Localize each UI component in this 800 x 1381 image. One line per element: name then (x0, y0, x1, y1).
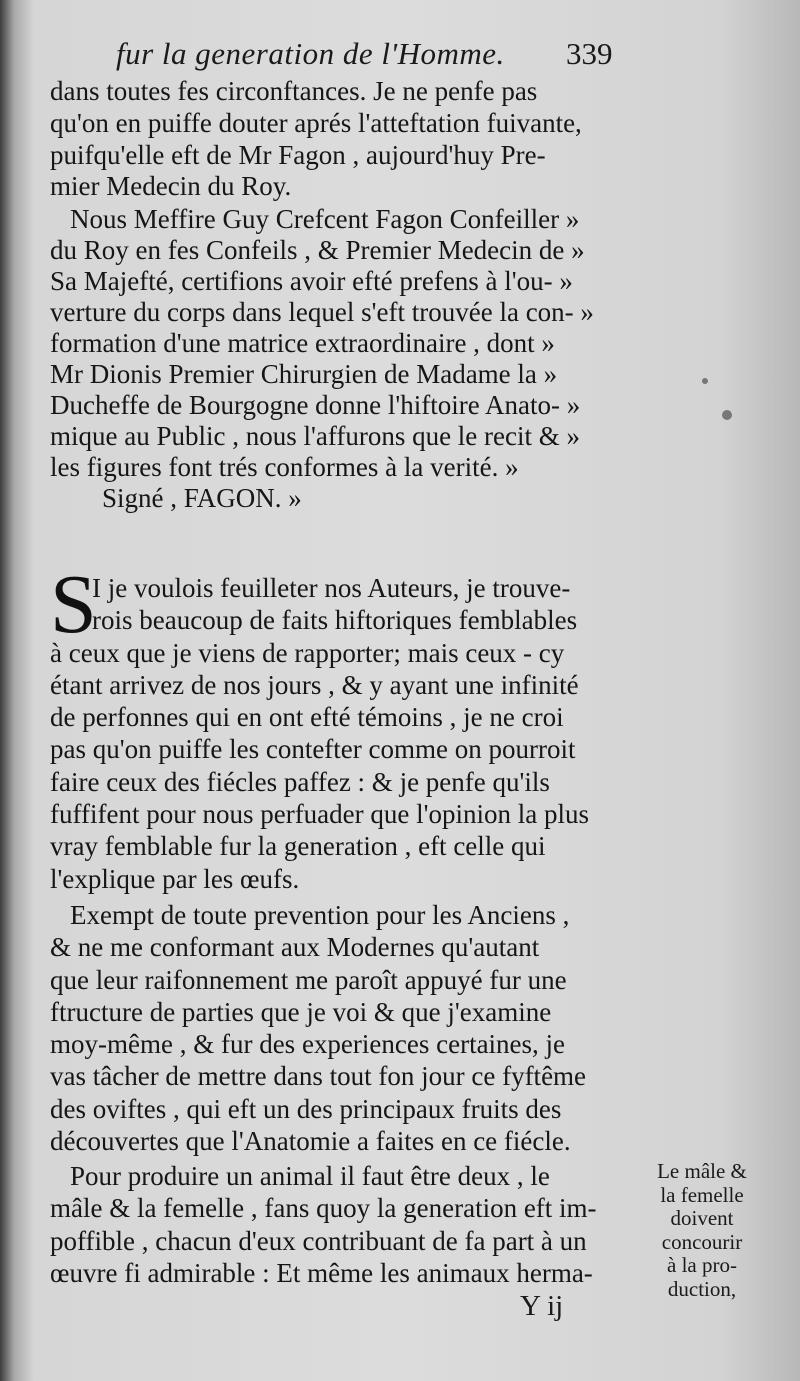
marginal-line: à la pro- (667, 1253, 737, 1277)
paragraph-intro (50, 76, 635, 203)
marginal-line: doivent (670, 1206, 734, 1230)
text-line: mier Medecin du Roy. (50, 171, 292, 202)
text-line: faire ceux des fiécles paffez : & je penfe qu'ils (50, 766, 550, 797)
text-line: rois beaucoup de faits hiftoriques femblables (92, 605, 578, 636)
paragraph-production (50, 1160, 635, 1289)
marginal-line: concourir (661, 1229, 743, 1254)
marginal-line: duction, (667, 1276, 737, 1301)
running-head-title: fur la generation de l'Homme. (116, 36, 505, 71)
text-line: pas qu'on puiffe les contefter comme on pourroit (50, 734, 576, 765)
text-line: de perfonnes qui en ont efté témoins , je ne croi (50, 702, 564, 733)
text-line: formation d'une matrice extraordinaire , dont » (50, 328, 555, 358)
text-line: & ne me conformant aux Modernes qu'autant (50, 932, 540, 963)
text-line: ftructure de parties que je voi & que j'examine (50, 996, 552, 1027)
paper-speck (702, 378, 708, 384)
page-number: 339 (566, 36, 613, 71)
text-line: à ceux que je viens de rapporter; mais ceux - cy (50, 637, 565, 668)
text-line: Sa Majefté, certifions avoir efté prefens à l'ou- » (50, 266, 573, 296)
text-line: vray femblable fur la generation , eft celle qui (50, 831, 546, 862)
text-line: découvertes que l'Anatomie a faites en ce fiécle. (50, 1126, 571, 1157)
text-line: les figures font trés conformes à la verité. » (50, 452, 519, 482)
certificate-quote (50, 204, 635, 514)
text-line: mâle & la femelle , fans quoy la generation eft im- (50, 1193, 597, 1224)
text-line: mique au Public , nous l'affurons que le recit & » (50, 421, 581, 451)
marginal-line: la femelle (660, 1182, 744, 1207)
text-line: poffible , chacun d'eux contribuant de fa part à un (50, 1225, 587, 1256)
text-line: qu'on en puiffe douter aprés l'atteftation fuivante, (50, 107, 582, 138)
text-line: Nous Meffire Guy Crefcent Fagon Confeiller » (70, 204, 580, 234)
text-line: puifqu'elle eft de Mr Fagon , aujourd'huy Pre- (50, 139, 546, 170)
text-line: fuffifent pour nous perfuader que l'opinion la plus (50, 799, 589, 830)
signature-mark: Y ij (520, 1290, 564, 1322)
marginal-line: Le mâle & (657, 1159, 747, 1183)
text-line: Exempt de toute prevention pour les Anciens , (70, 900, 570, 930)
text-line: Ducheffe de Bourgogne donne l'hiftoire Anato- » (50, 390, 581, 420)
paper-speck (722, 410, 732, 420)
drop-cap: S (50, 558, 97, 651)
paragraph-opinion (50, 558, 635, 895)
running-head (116, 36, 616, 76)
paragraph-ovists (50, 899, 635, 1157)
signed-line: Signé , FAGON. » (102, 483, 302, 513)
marginal-note (642, 1160, 762, 1301)
text-line: vas tâcher de mettre dans tout fon jour ce fyftême (50, 1061, 587, 1092)
text-line: des oviftes , qui eft un des principaux fruits des (50, 1093, 562, 1124)
text-line: verture du corps dans lequel s'eft trouvée la con- » (50, 297, 594, 327)
text-line: dans toutes fes circonftances. Je ne penfe pas (50, 76, 538, 106)
text-line: I je voulois feuilleter nos Auteurs, je trouve- (92, 573, 571, 603)
text-line: Pour produire un animal il faut être deux , le (70, 1161, 550, 1191)
text-line: du Roy en fes Confeils , & Premier Medecin de » (50, 235, 585, 265)
dropcap-block (50, 558, 635, 651)
text-line: œuvre fi admirable : Et même les animaux herma- (50, 1257, 593, 1288)
text-line: moy-même , & fur des experiences certaines, je (50, 1029, 566, 1060)
text-line: étant arrivez de nos jours , & y ayant une infinité (50, 669, 579, 700)
text-line: l'explique par les œufs. (50, 863, 300, 894)
text-line: que leur raifonnement me paroît appuyé fur une (50, 964, 567, 995)
text-line: Mr Dionis Premier Chirurgien de Madame la » (50, 359, 558, 389)
